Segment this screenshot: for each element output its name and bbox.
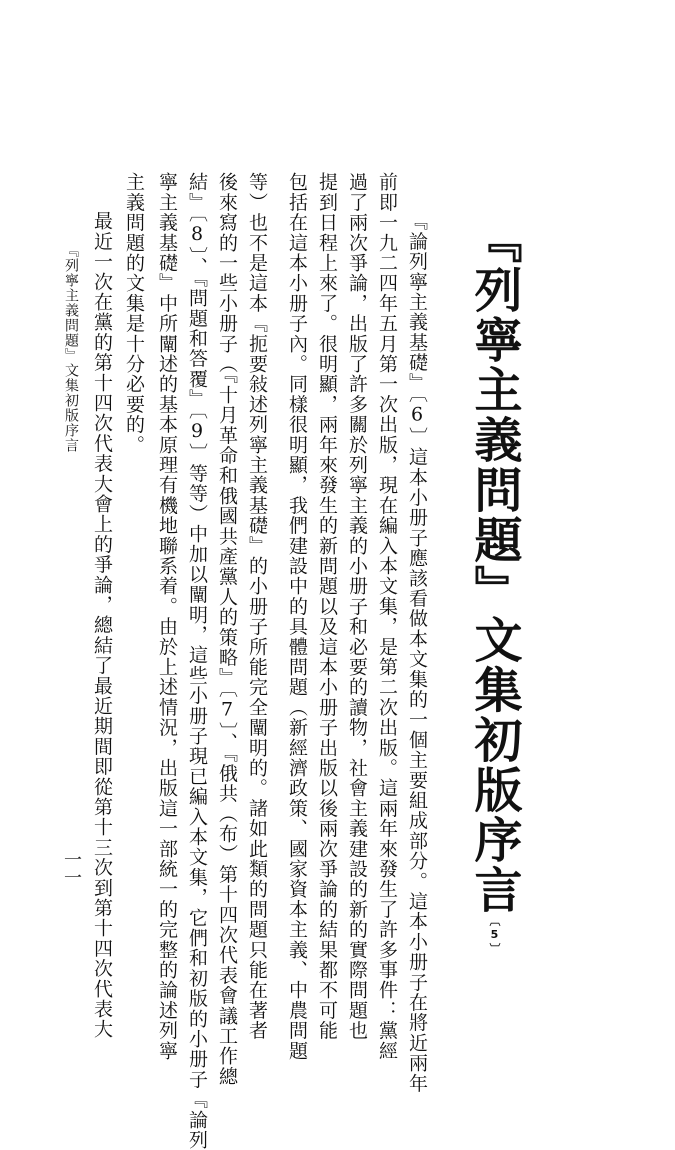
text-column-1: 『論列寧主義基礎』〔6〕這本小册子應該看做本文集的一個主要組成部分。這本小册子在將近兩年 [406, 211, 428, 1094]
text-column-9: 寧主義基礎』中所闡述的基本原理有機地聯系着。由於上述情況，出版這一部統一的完整的論述列寧 [156, 172, 178, 1061]
text-column-2: 前即一九二四年五月第一次出版，現在編入本文集，是第二次出版。這兩年來發生了許多事件：黨經 [376, 172, 398, 1061]
title-note: 〔5〕 [488, 915, 501, 956]
page-title [466, 215, 522, 956]
text-column-8: 結』〔8〕、『問題和答覆』〔9〕等等）中加以闡明，這些小册子現已編入本文集，它們和初版的小册子『論列 [186, 172, 208, 1150]
text-column-5: 包括在這本小册子內。同樣很明顯，我們建設中的具體問題（新經濟政策、國家資本主義、中農問題 [286, 172, 308, 1061]
text-column-10: 主義問題的文集是十分必要的。 [123, 172, 145, 455]
text-column-3: 過了兩次爭論，出版了許多關於列寧主義的小册子和必要的讀物，社會主義建設的新的實際問題也 [346, 172, 368, 1041]
text-column-11: 最近一次在黨的第十四次代表大會上的爭論，總結了最近期間即從第十三次到第十四次代表大 [91, 211, 113, 1040]
text-column-6: 等）也不是這本『扼要敍述列寧主義基礎』的小册子所能完全闡明的。諸如此類的問題只能在著者 [246, 172, 268, 1041]
text-column-7: 後來寫的一些小册子（『十月革命和俄國共產黨人的策略』〔7〕、『俄共（布）第十四次代表會議工作總 [216, 172, 238, 1087]
text-column-4: 提到日程上來了。很明顯，兩年來發生的新問題以及這本小册子出版以後兩次爭論的結果都不可能 [316, 172, 338, 1041]
page-number: 一一 [61, 850, 82, 886]
title-text: 『列寧主義問題』文集初版序言 [466, 215, 522, 915]
running-head: 『列寧主義問題』文集初版序言 [63, 243, 79, 453]
